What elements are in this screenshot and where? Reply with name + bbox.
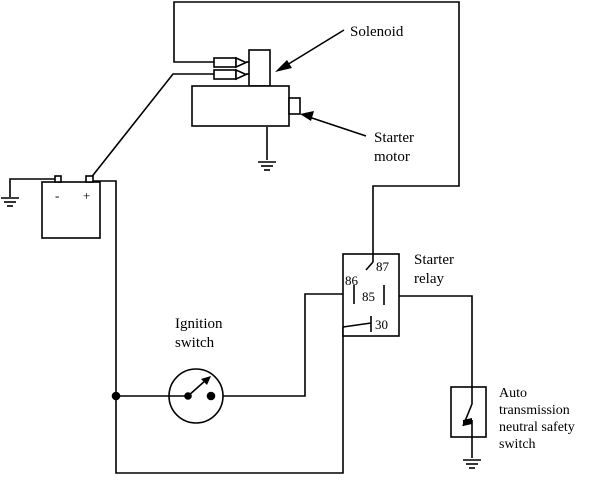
ignition-switch [169,369,223,423]
label-starter-motor-line1: Starter [374,130,414,146]
starter-motor-pointer-head [300,111,314,121]
battery-negative-sign: - [55,188,60,203]
label-ignition-switch-line1: Ignition [175,316,223,332]
relay-pin-87: 87 [376,259,389,274]
relay-pin-85: 85 [362,289,375,304]
label-neutral-switch-line3: neutral safety [499,420,575,435]
starter-motor-body [192,86,289,126]
solenoid-connector-lower [214,70,236,79]
junction-dot-left [113,393,120,400]
battery-positive-sign: + [83,188,91,203]
battery-positive-post [86,176,93,182]
label-neutral-switch-line2: transmission [499,403,570,418]
ignition-contact-right [208,393,215,400]
solenoid-pointer-line [282,30,344,68]
solenoid-connector-lower-tip [236,70,246,79]
wire-solenoid-to-relay-87 [174,2,459,258]
label-starter-relay-line1: Starter [414,252,454,268]
relay-pin-30: 30 [375,317,388,332]
neutral-safety-switch [451,387,486,437]
starter-motor-pointer-line [306,116,366,136]
solenoid-body [249,50,270,86]
text-labels [55,24,575,452]
battery-negative-post [55,176,61,182]
solenoid-connector-upper [214,58,236,67]
label-neutral-switch-line1: Auto [499,386,527,401]
ground-symbol-neutral-switch [463,460,481,468]
relay-pin-86: 86 [345,273,358,288]
label-starter-motor-line2: motor [374,149,410,165]
solenoid-connector-upper-tip [236,58,246,67]
label-neutral-switch-line4: switch [499,437,536,452]
ground-symbol-battery [1,198,19,206]
label-solenoid: Solenoid [350,24,404,40]
label-ignition-switch-line2: switch [175,335,215,351]
battery-body [42,182,100,238]
wire-ignition-to-relay-86 [212,294,354,396]
label-starter-relay-line2: relay [414,271,444,287]
solenoid-pointer-head [275,60,292,72]
starter-motor-nub [289,98,300,114]
ground-symbol-starter [258,162,276,170]
battery [42,176,100,238]
